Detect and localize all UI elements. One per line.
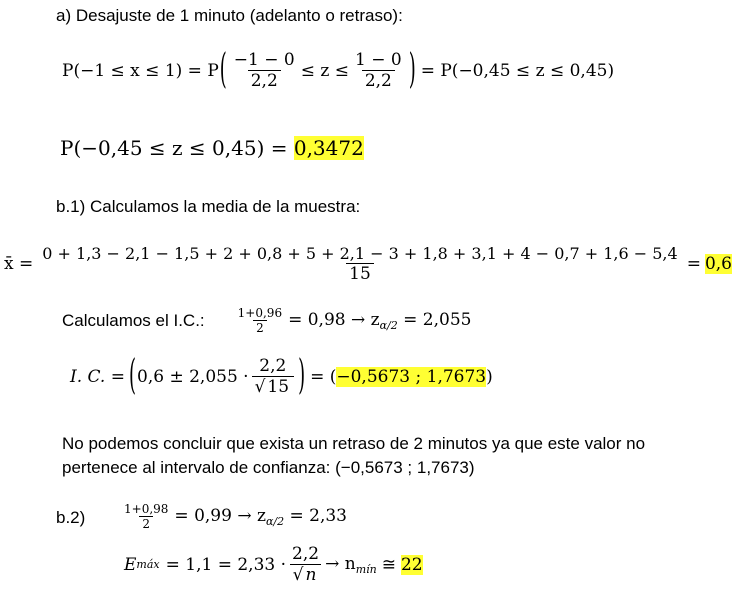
ic-close: ) [486,366,493,387]
mean-result: 0,6 [704,254,732,275]
emax-sub: máx [136,558,160,572]
frac-den: 2,2 [248,70,281,91]
frac-num: 1 − 0 [355,50,402,70]
ic-result: −0,5673 ; 1,7673 [336,366,487,387]
fraction-upper [352,50,405,92]
eq1-right: = P(−0,45 ≤ z ≤ 0,45) [420,60,615,81]
frac-den: 2 [139,516,153,531]
conclusion-line-2: pertenece al intervalo de confianza: (−0,5673 ; 1,7673) [62,458,475,477]
emax-text: = 1,1 = 2,33 · [165,554,287,575]
ic-fraction [252,356,294,398]
mean-equals: = [686,254,701,275]
b2-z-text: = $0,99 \to z_{\alpha/2} = 2,33$ [174,505,347,528]
ic-small-fraction [235,306,285,336]
mean-numerator: 0 + 1,3 − 2,1 − 1,5 + 2 + 0,8 + 5 + 2,1 − 3 + 1,8 + 3,1 + 4 − 0,7 + 1,6 − 5,4 [42,244,678,263]
eq1-left: P(−1 ≤ x ≤ 1) = P [62,60,219,81]
ic-z-text: = $0,98 \to z_{\alpha/2} = 2,055$ [288,309,472,332]
conclusion-paragraph [62,432,645,480]
conclusion-line-1: No podemos concluir que exista un retraso de 2 minutos ya que este valor no [62,434,646,453]
section-b1-heading: b.1) Calculamos la media de la muestra: [56,197,361,216]
b2-z-calculation [118,502,347,532]
paren-close: ) [408,45,416,94]
equation-probability-result [60,136,364,160]
frac-num: 2,2 [259,356,287,376]
frac-den: 2 [253,320,267,335]
ic-left: I. C. = [70,366,125,387]
n-result: 22 [400,554,423,575]
emax-label: E [124,554,137,575]
emax-fraction [289,544,322,586]
paren-close: ) [298,351,306,400]
equation-sample-mean [4,244,732,285]
eq1-mid: ≤ z ≤ [300,60,349,81]
frac-num: 1+0,96 [237,306,283,320]
frac-den: √ n [290,564,322,585]
paren-open: ( [219,45,227,94]
approx-symbol: ≅ [381,554,396,575]
ic-eq: = ( [310,366,337,387]
mean-fraction [39,244,680,285]
frac-num: 1+0,98 [124,502,169,516]
ic-inner: 0,6 ± 2,055 · [137,366,249,387]
highlighted-result: 0,3472 [293,136,364,160]
frac-num: 2,2 [292,544,320,564]
mean-symbol: x̄ = [4,254,34,275]
ic-z-calculation [62,306,471,336]
n-text: → $n_{mín}$ [325,553,377,576]
ic-label: Calculamos el I.C.: [62,310,205,330]
paren-open: ( [128,351,137,400]
equation-confidence-interval [70,351,493,400]
section-b2-label: b.2) [56,508,86,527]
b2-small-fraction [121,502,171,532]
equation-probability-transform [62,45,615,94]
frac-num: −1 − 0 [233,50,295,70]
eq2-left: P(−0,45 ≤ z ≤ 0,45) = [60,136,288,160]
mean-denominator: 15 [346,263,374,284]
equation-sample-size [124,544,423,586]
fraction-lower [231,50,298,92]
section-a-heading: a) Desajuste de 1 minuto (adelanto o retraso): [56,6,403,25]
frac-den: √ 15 [252,376,294,397]
frac-den: 2,2 [362,70,395,91]
